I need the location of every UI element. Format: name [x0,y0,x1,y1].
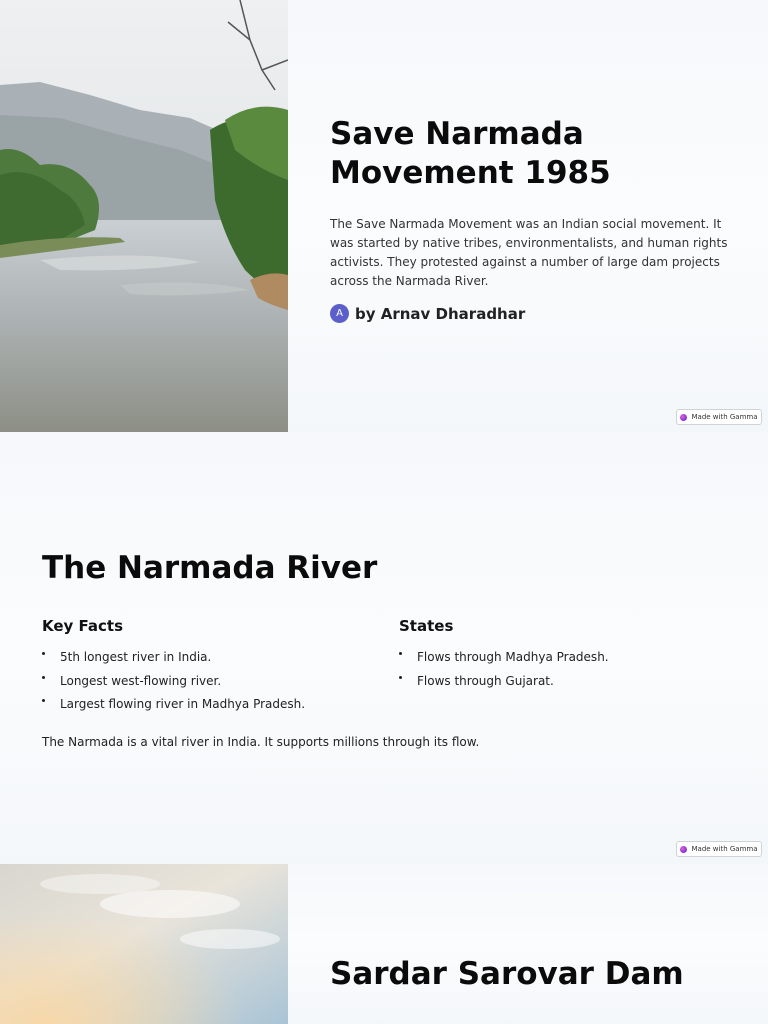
section-title: The Narmada River [42,550,378,586]
badge-label: Made with Gamma [691,845,758,853]
title-block [330,115,730,323]
slide-title: Save Narmada Movement 1985 [330,116,611,191]
section-title: Sardar Sarovar Dam [330,956,684,992]
key-facts-column [42,617,382,720]
facts-list [42,649,382,712]
slide-save-narmada [0,0,768,432]
list-item: Longest west-flowing river. [42,673,382,689]
list-item: Flows through Gujarat. [399,673,739,689]
badge-label: Made with Gamma [691,413,758,421]
dam-title-block [330,954,684,994]
section-title-block [42,548,377,588]
made-with-gamma-badge[interactable] [676,841,762,857]
states-column [399,617,739,696]
list-item: Flows through Madhya Pradesh. [399,649,739,665]
section-summary: The Narmada is a vital river in India. It supports millions through its flow. [42,735,480,749]
avatar: A [330,304,349,323]
author-name: by Arnav Dharadhar [355,304,526,323]
column-heading: Key Facts [42,617,124,635]
slide-description: The Save Narmada Movement was an Indian social movement. It was started by native tribes, environmentalists, and human rights activists. They protested against a number of large dam projects across the Narmada River. [330,217,728,288]
gamma-logo-icon [680,414,687,421]
list-item: 5th longest river in India. [42,649,382,665]
states-list [399,649,739,689]
sunset-photo [0,864,288,1024]
river-photo [0,0,288,432]
made-with-gamma-badge[interactable] [676,409,762,425]
slide-sardar-sarovar [0,864,768,1024]
author-row [330,304,730,323]
list-item: Largest flowing river in Madhya Pradesh. [42,696,382,712]
gamma-logo-icon [680,846,687,853]
column-heading: States [399,617,454,635]
